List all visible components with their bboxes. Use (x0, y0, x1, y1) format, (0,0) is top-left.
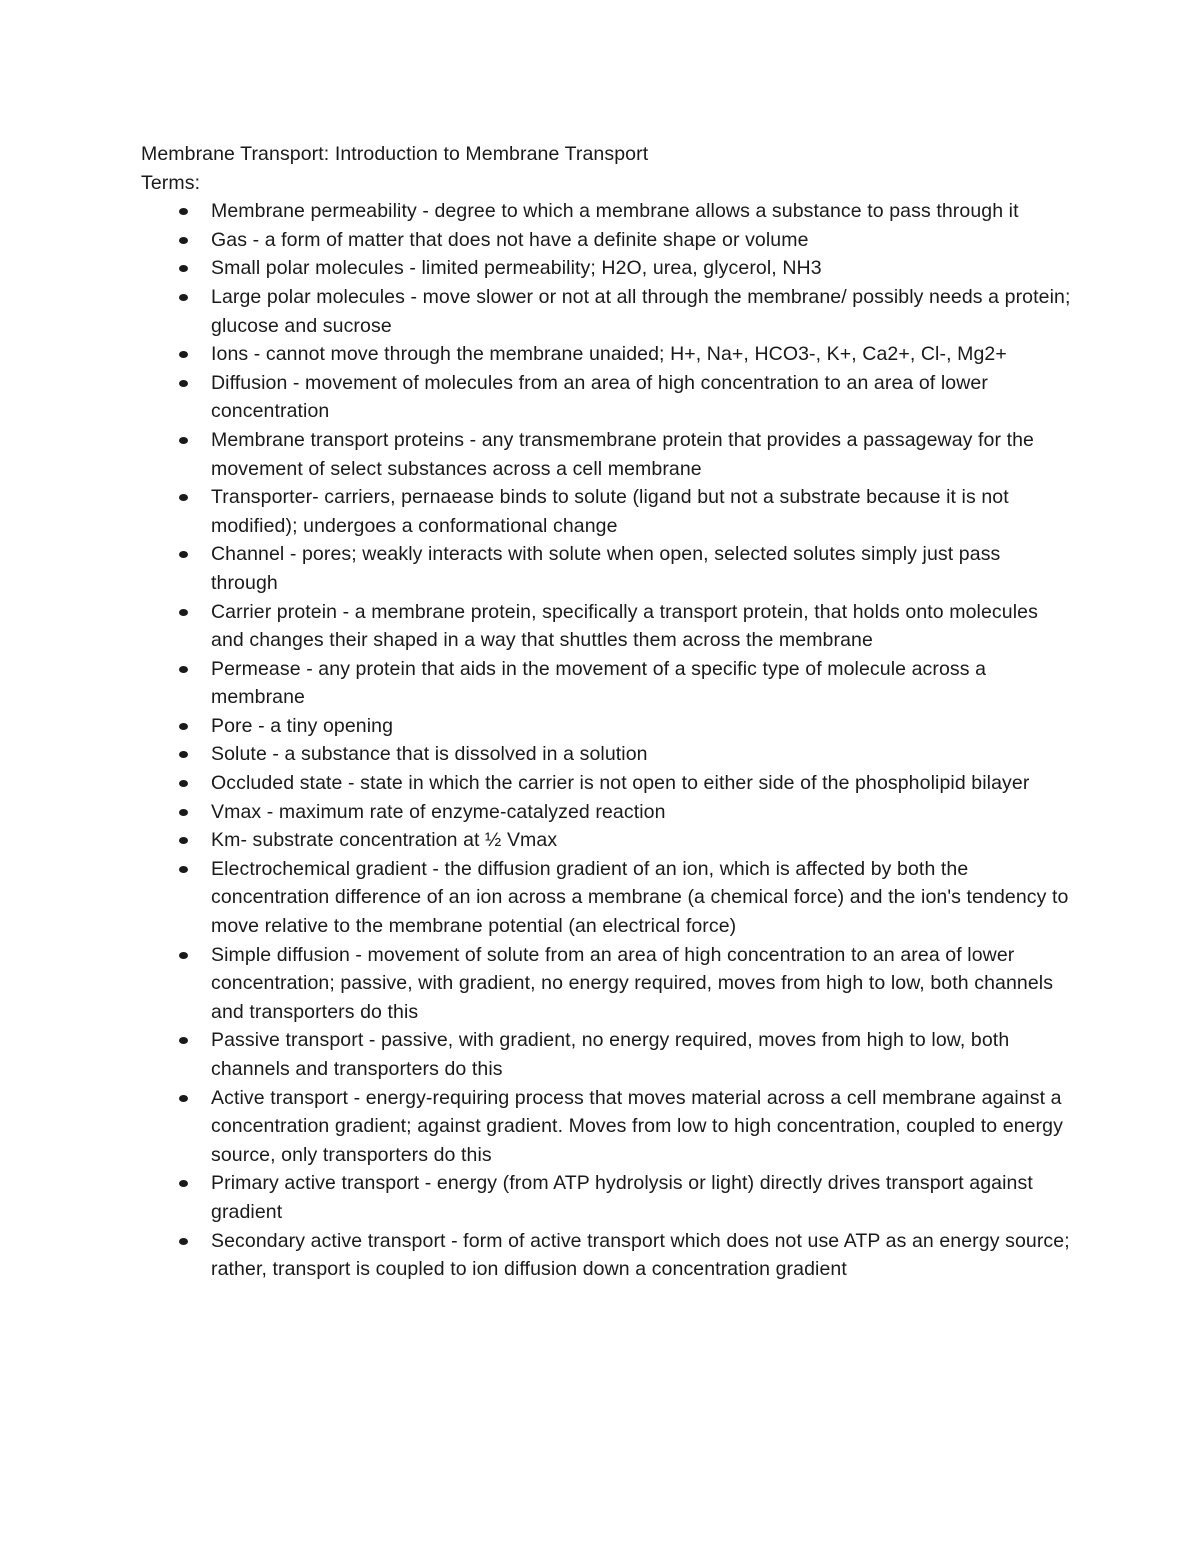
list-item (141, 598, 1071, 655)
list-item-text: Electrochemical gradient - the diffusion gradient of an ion, which is affected by both the concentration difference of an ion across a membrane (a chemical force) and the ion's tendency to move relative to the membrane potential (an electrical force) (211, 857, 1069, 938)
bullet-icon (179, 866, 188, 873)
list-item (141, 1169, 1071, 1226)
bullet-icon (179, 809, 188, 816)
list-item-text: Primary active transport - energy (from ATP hydrolysis or light) directly drives transport against gradient (211, 1172, 1033, 1223)
list-item (141, 283, 1071, 340)
list-item-text: Solute - a substance that is dissolved in a solution (211, 743, 648, 766)
list-item (141, 740, 1071, 769)
list-item (141, 1227, 1071, 1284)
list-item-text: Large polar molecules - move slower or not at all through the membrane/ possibly needs a protein; glucose and sucrose (211, 285, 1071, 337)
list-item (141, 798, 1071, 827)
list-item (141, 769, 1071, 798)
bullet-icon (179, 723, 188, 730)
list-item (141, 826, 1071, 855)
list-item (141, 655, 1071, 712)
bullet-icon (179, 837, 188, 844)
list-item-text: Membrane transport proteins - any transmembrane protein that provides a passageway for the movement of select substances across a cell membrane (211, 428, 1035, 480)
list-item-text: Small polar molecules - limited permeability; H2O, urea, glycerol, NH3 (211, 257, 822, 280)
list-item (141, 540, 1071, 597)
list-item-text: Diffusion - movement of molecules from an area of high concentration to an area of lower concentration (211, 371, 988, 423)
bullet-icon (179, 1095, 188, 1102)
list-item-text: Transporter- carriers, pernaease binds to solute (ligand but not a substrate because it is not modified); undergoes a conformational change (211, 486, 1009, 537)
bullet-icon (179, 666, 188, 673)
list-item-text: Km- substrate concentration at ½ Vmax (211, 829, 558, 852)
list-item (141, 1026, 1071, 1083)
bullet-icon (179, 294, 188, 301)
list-item (141, 1084, 1071, 1170)
bullet-icon (179, 208, 188, 215)
list-item (141, 941, 1071, 1027)
list-item (141, 483, 1071, 540)
list-item (141, 226, 1071, 255)
bullet-icon (179, 551, 188, 558)
bullet-icon (179, 1180, 188, 1187)
list-item (141, 712, 1071, 741)
document-page (141, 140, 1071, 1284)
list-item-text: Channel - pores; weakly interacts with solute when open, selected solutes simply just pass through (211, 543, 1001, 594)
list-item-text: Simple diffusion - movement of solute from an area of high concentration to an area of lower concentration; passive, with gradient, no energy required, moves from high to low, both channels and transporters do this (211, 943, 1054, 1023)
list-item-text: Permease - any protein that aids in the movement of a specific type of molecule across a membrane (211, 657, 987, 709)
list-item-text: Passive transport - passive, with gradient, no energy required, moves from high to low, both channels and transporters do this (211, 1029, 1010, 1080)
list-item-text: Active transport - energy-requiring process that moves material across a cell membrane against a concentration gradient; against gradient. Moves from low to high concentration, coupled to energy source, only transporters do this (211, 1086, 1063, 1166)
bullet-icon (179, 952, 188, 959)
list-item-text: Secondary active transport - form of active transport which does not use ATP as an energy source; rather, transport is coupled to ion diffusion down a concentration gradient (211, 1229, 1070, 1281)
list-item-text: Gas - a form of matter that does not have a definite shape or volume (211, 228, 809, 251)
bullet-icon (179, 1037, 188, 1044)
bullet-icon (179, 237, 188, 244)
bullet-icon (179, 751, 188, 758)
page-title: Membrane Transport: Introduction to Membrane Transport (141, 143, 649, 165)
section-label: Terms: (141, 171, 201, 194)
list-item-text: Carrier protein - a membrane protein, specifically a transport protein, that holds onto molecules and changes their shaped in a way that shuttles them across the membrane (211, 600, 1038, 652)
list-item-text: Occluded state - state in which the carrier is not open to either side of the phospholipid bilayer (211, 772, 1030, 795)
bullet-icon (179, 265, 188, 272)
list-item (141, 340, 1071, 369)
bullet-icon (179, 780, 188, 787)
list-item-text: Vmax - maximum rate of enzyme-catalyzed reaction (211, 800, 666, 823)
bullet-icon (179, 351, 188, 358)
terms-list (141, 197, 1071, 1284)
list-item (141, 855, 1071, 941)
bullet-icon (179, 1238, 188, 1245)
list-item (141, 369, 1071, 426)
list-item-text: Membrane permeability - degree to which a membrane allows a substance to pass through it (211, 200, 1019, 223)
list-item-text: Pore - a tiny opening (211, 714, 394, 737)
list-item (141, 254, 1071, 283)
bullet-icon (179, 494, 188, 501)
list-item (141, 197, 1071, 226)
bullet-icon (179, 380, 188, 387)
list-item-text: Ions - cannot move through the membrane unaided; H+, Na+, HCO3-, K+, Ca2+, Cl-, Mg2+ (211, 343, 1007, 366)
bullet-icon (179, 609, 188, 616)
bullet-icon (179, 437, 188, 444)
list-item (141, 426, 1071, 483)
